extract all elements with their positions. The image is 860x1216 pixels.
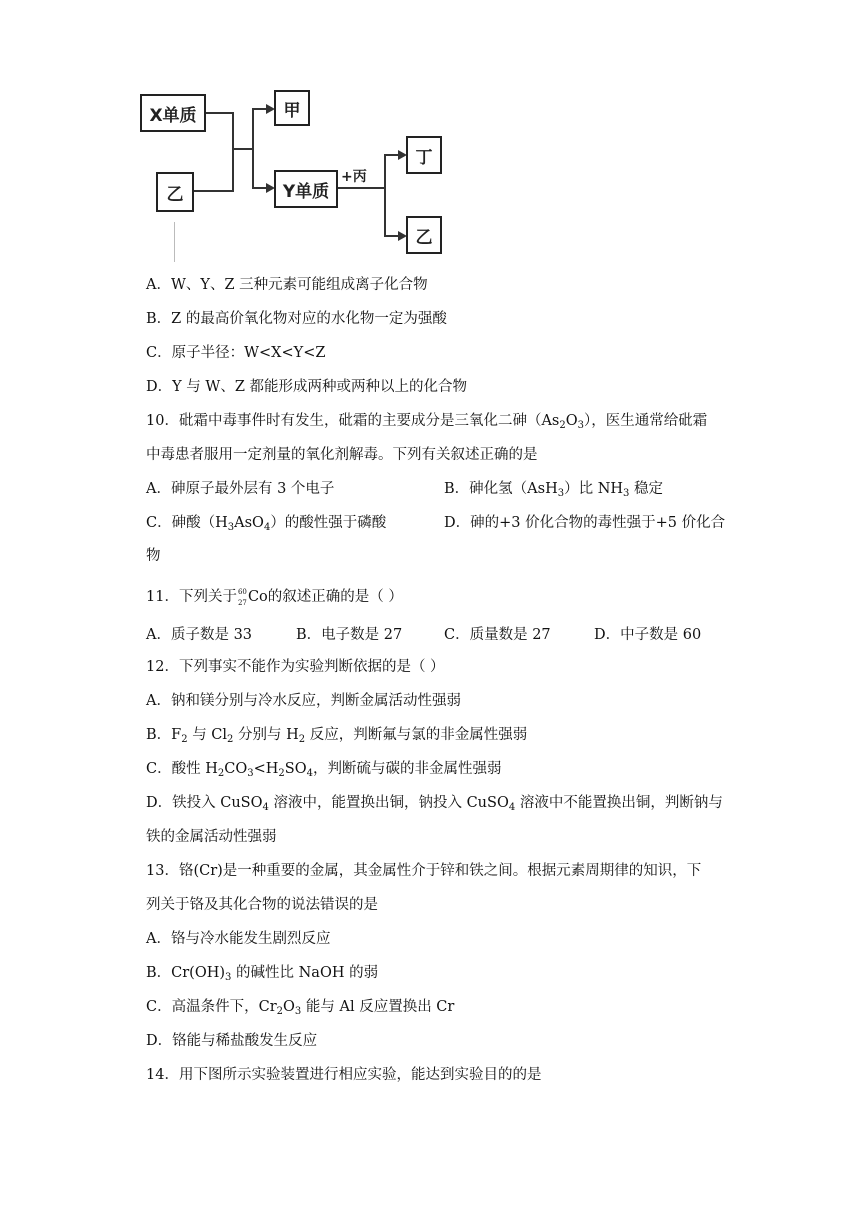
q13-option-a: A．铬与冷水能发生剧烈反应 xyxy=(146,931,331,947)
q13-option-b: B．$Cr(OH)_3$ 的碱性比 NaOH 的弱 xyxy=(146,965,379,983)
q11-stem: 11．下列关于 60 27 Co的叙述正确的是（ ） xyxy=(146,585,403,607)
box-jia: 甲 xyxy=(274,90,310,126)
connector xyxy=(232,148,252,150)
connector xyxy=(384,154,386,236)
q10-stem-line2: 中毒患者服用一定剂量的氧化剂解毒。下列有关叙述正确的是 xyxy=(146,447,538,463)
box-x-element: X单质 xyxy=(140,94,206,132)
q9-option-a: A．W、Y、Z 三种元素可能组成离子化合物 xyxy=(146,277,428,293)
box-yi-left: 乙 xyxy=(156,172,194,212)
q12-option-c: C．酸性 $H_2CO_3<H_2SO_4$，判断硫与碳的非金属性强弱 xyxy=(146,761,502,779)
divider-line xyxy=(174,222,175,262)
q12-stem: 12．下列事实不能作为实验判断依据的是（ ） xyxy=(146,659,445,675)
q10-option-c: C．砷酸$(H_3AsO_4)$的酸性强于磷酸 xyxy=(146,515,387,533)
q9-option-b: B．Z 的最高价氧化物对应的水化物一定为强酸 xyxy=(146,311,447,327)
q10-stem-line1: 10．砒霜中毒事件时有发生，砒霜的主要成分是三氧化二砷$(As_2O_3)$，医生通常给砒霜 xyxy=(146,413,708,431)
q11-option-b: B．电子数是 27 xyxy=(296,627,403,643)
connector xyxy=(194,190,232,192)
q10-option-d: D．砷的+3 价化合物的毒性强于+5 价化合 xyxy=(444,515,726,531)
q10-option-d-continued: 物 xyxy=(146,548,161,564)
box-y-element: Y单质 xyxy=(274,170,338,208)
q14-stem: 14．用下图所示实验装置进行相应实验，能达到实验目的的是 xyxy=(146,1067,542,1083)
reaction-diagram xyxy=(140,84,450,264)
connector xyxy=(338,187,384,189)
box-ding: 丁 xyxy=(406,136,442,174)
q12-option-d: D．铁投入 CuSO$_4$ 溶液中，能置换出铜，钠投入 CuSO$_4$ 溶液中不能置换出铜，判断钠与 xyxy=(146,795,723,813)
q9-option-c: C．原子半径：W<X<Y<Z xyxy=(146,345,326,361)
q12-option-d-continued: 铁的金属活动性强弱 xyxy=(146,829,277,845)
q9-option-d: D．Y 与 W、Z 都能形成两种或两种以上的化合物 xyxy=(146,379,468,395)
box-yi-right: 乙 xyxy=(406,216,442,254)
q10-option-b: B．砷化氢（AsH$_3$）比 $NH_3$ 稳定 xyxy=(444,481,664,499)
q10-option-a: A．砷原子最外层有 3 个电子 xyxy=(146,481,335,497)
reagent-label: +丙 xyxy=(341,169,367,185)
connector xyxy=(252,108,254,188)
q13-option-c: C．高温条件下，$Cr_2O_3$ 能与 Al 反应置换出 Cr xyxy=(146,999,455,1017)
q13-stem-line2: 列关于铬及其化合物的说法错误的是 xyxy=(146,897,378,913)
q12-option-a: A．钠和镁分别与冷水反应，判断金属活动性强弱 xyxy=(146,693,461,709)
nuclide-notation: 60 27 xyxy=(237,588,247,607)
q11-option-a: A．质子数是 33 xyxy=(146,627,253,643)
q12-option-b: B．$F_2$ 与 $Cl_2$ 分别与 $H_2$ 反应，判断氟与氯的非金属性强弱 xyxy=(146,727,528,745)
q13-stem-line1: 13．铬(Cr)是一种重要的金属，其金属性介于锌和铁之间。根据元素周期律的知识，下 xyxy=(146,863,702,879)
q11-option-c: C．质量数是 27 xyxy=(444,627,551,643)
q13-option-d: D．铬能与稀盐酸发生反应 xyxy=(146,1033,318,1049)
q11-option-d: D．中子数是 60 xyxy=(594,627,702,643)
connector xyxy=(232,112,234,192)
connector xyxy=(206,112,232,114)
